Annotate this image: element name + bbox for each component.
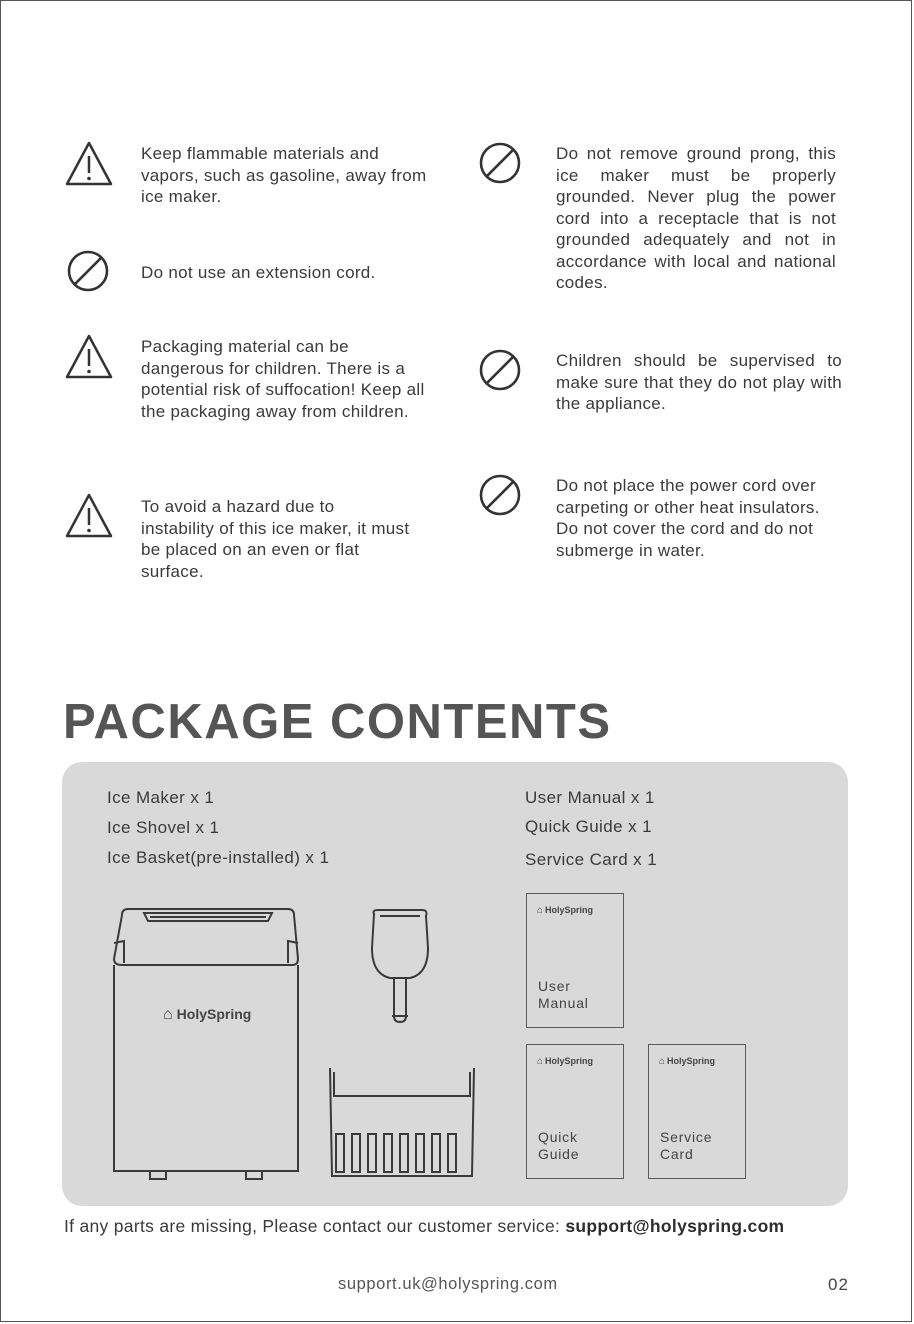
brand-logo: ⌂ HolySpring — [537, 905, 594, 916]
warning-text-packaging: Packaging material can be dangerous for children. There is a potential risk of suffocation! Keep all the packaging away from children. — [141, 337, 425, 421]
prohibited-icon — [476, 139, 526, 187]
doc-label: User Manual — [538, 978, 589, 1011]
list-item: User Manual x 1 — [525, 788, 655, 807]
holyspring-logo-icon: ⌂ — [163, 1006, 173, 1023]
package-contents-panel — [62, 762, 848, 1206]
quick-guide-card — [526, 1044, 624, 1179]
warning-triangle-icon — [64, 140, 114, 188]
warning-text-flammable: Keep flammable materials and vapors, such as gasoline, away from ice maker. — [141, 144, 427, 206]
doc-label: Service Card — [660, 1129, 713, 1162]
list-item: Ice Maker x 1 — [107, 788, 215, 807]
footer-email[interactable]: support.uk@holyspring.com — [338, 1275, 558, 1293]
prohibited-icon — [64, 247, 114, 295]
ice-basket-illustration — [326, 1062, 476, 1182]
warning-text-extension-cord: Do not use an extension cord. — [141, 263, 376, 282]
service-card — [648, 1044, 746, 1179]
warning-triangle-icon — [64, 492, 114, 540]
list-item: Service Card x 1 — [525, 850, 658, 869]
prohibited-icon — [476, 346, 526, 394]
brand-logo: ⌂ HolySpring — [163, 1006, 252, 1023]
warning-text-children: Children should be supervised to make sure that they do not play with the appliance. — [556, 351, 842, 413]
doc-label: Quick Guide — [538, 1129, 580, 1162]
warning-text-ground-prong: Do not remove ground prong, this ice maker must be properly grounded. Never plug the power cord into a receptacle that is not grounded adequately and not in accordance with local and national codes. — [556, 144, 836, 292]
warning-text-power-cord: Do not place the power cord over carpeting or other heat insulators. Do not cover the cord and do not submerge in water. — [556, 476, 820, 560]
holyspring-logo-icon: ⌂ — [659, 1056, 666, 1067]
ice-maker-illustration — [110, 907, 305, 1182]
warning-text-instability: To avoid a hazard due to instability of this ice maker, it must be placed on an even or flat surface. — [141, 497, 410, 581]
notice-text: If any parts are missing, Please contact our customer service: — [64, 1216, 566, 1236]
warning-triangle-icon — [64, 333, 114, 381]
section-title: PACKAGE CONTENTS — [63, 695, 612, 749]
list-item: Quick Guide x 1 — [525, 817, 652, 836]
page-number: 02 — [828, 1275, 849, 1294]
brand-logo: ⌂ HolySpring — [537, 1056, 594, 1067]
missing-parts-notice — [64, 1216, 784, 1237]
user-manual-card — [526, 893, 624, 1028]
ice-shovel-illustration — [368, 908, 432, 1028]
holyspring-logo-icon: ⌂ — [537, 1056, 544, 1067]
brand-logo: ⌂ HolySpring — [659, 1056, 716, 1067]
list-item: Ice Shovel x 1 — [107, 818, 220, 837]
support-email-link[interactable]: support@holyspring.com — [565, 1216, 785, 1236]
prohibited-icon — [476, 471, 526, 519]
holyspring-logo-icon: ⌂ — [537, 905, 544, 916]
list-item: Ice Basket(pre-installed) x 1 — [107, 848, 330, 867]
